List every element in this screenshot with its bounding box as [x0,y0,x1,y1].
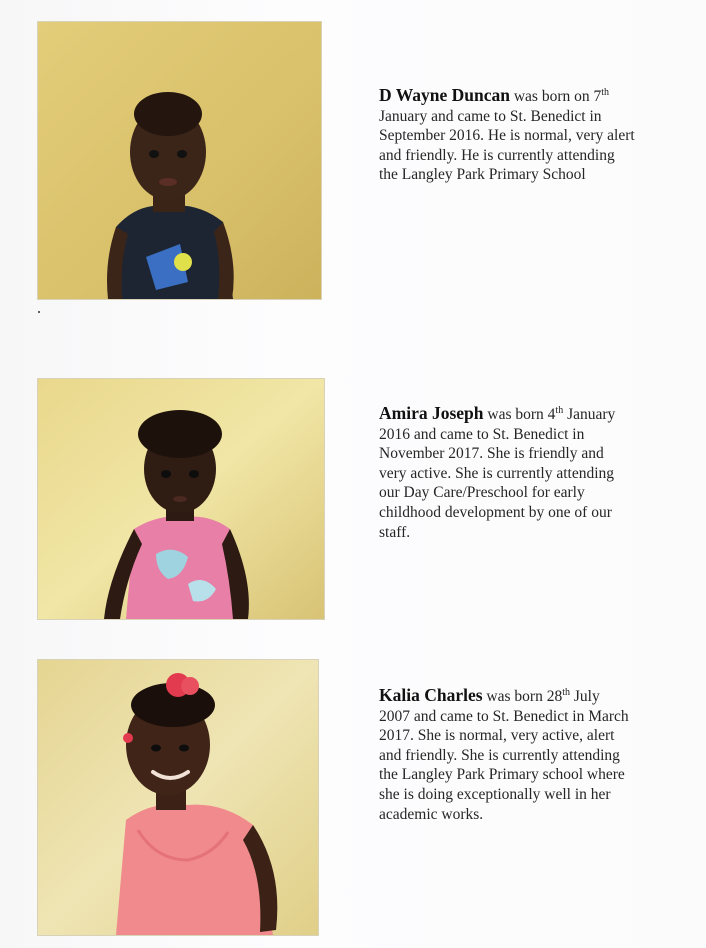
profile-line: 2007 and came to St. Benedict in March [379,707,629,725]
profile-line: childhood development by one of our [379,503,612,521]
profile-name: D Wayne Duncan [379,85,510,105]
profile-name: Kalia Charles [379,685,483,705]
profile-line: staff. [379,523,411,541]
profile-line: 2017. She is normal, very active, alert [379,727,615,745]
profile-bio-kalia-charles [379,686,679,824]
stray-mark [38,311,40,313]
profile-line: the Langley Park Primary School [379,166,586,184]
profile-born-text: was born 28 [482,688,563,705]
profile-born-text: January [563,406,616,423]
profile-bio-amira-joseph [379,404,679,542]
child-photo-kalia-charles [37,659,319,936]
profile-line: she is doing exceptionally well in her [379,785,611,803]
profile-line: academic works. [379,805,484,823]
ordinal-suffix: th [562,686,570,698]
profile-born-text: was born on 7 [509,88,602,105]
ordinal-suffix: th [601,86,610,98]
profile-born-text: July [569,688,600,705]
child-photo-d-wayne-duncan [37,21,322,300]
profile-line: January and came to St. Benedict in [379,107,602,125]
profile-line: 2016 and came to St. Benedict in [379,425,585,443]
profile-line: and friendly. He is currently attending [379,146,615,164]
profile-bio-d-wayne-duncan [379,86,679,185]
profile-born-text: was born 4 [483,406,556,423]
profile-line: and friendly. She is currently attending [379,746,620,764]
ordinal-suffix: th [555,404,564,416]
profile-line: September 2016. He is normal, very alert [379,127,635,145]
profile-line: very active. She is currently attending [379,464,615,482]
profile-name: Amira Joseph [379,403,484,423]
child-photo-amira-joseph [37,378,325,620]
profile-line: November 2017. She is friendly and [379,445,604,463]
profile-line: the Langley Park Primary school where [379,766,625,784]
profile-line: our Day Care/Preschool for early [379,484,585,502]
